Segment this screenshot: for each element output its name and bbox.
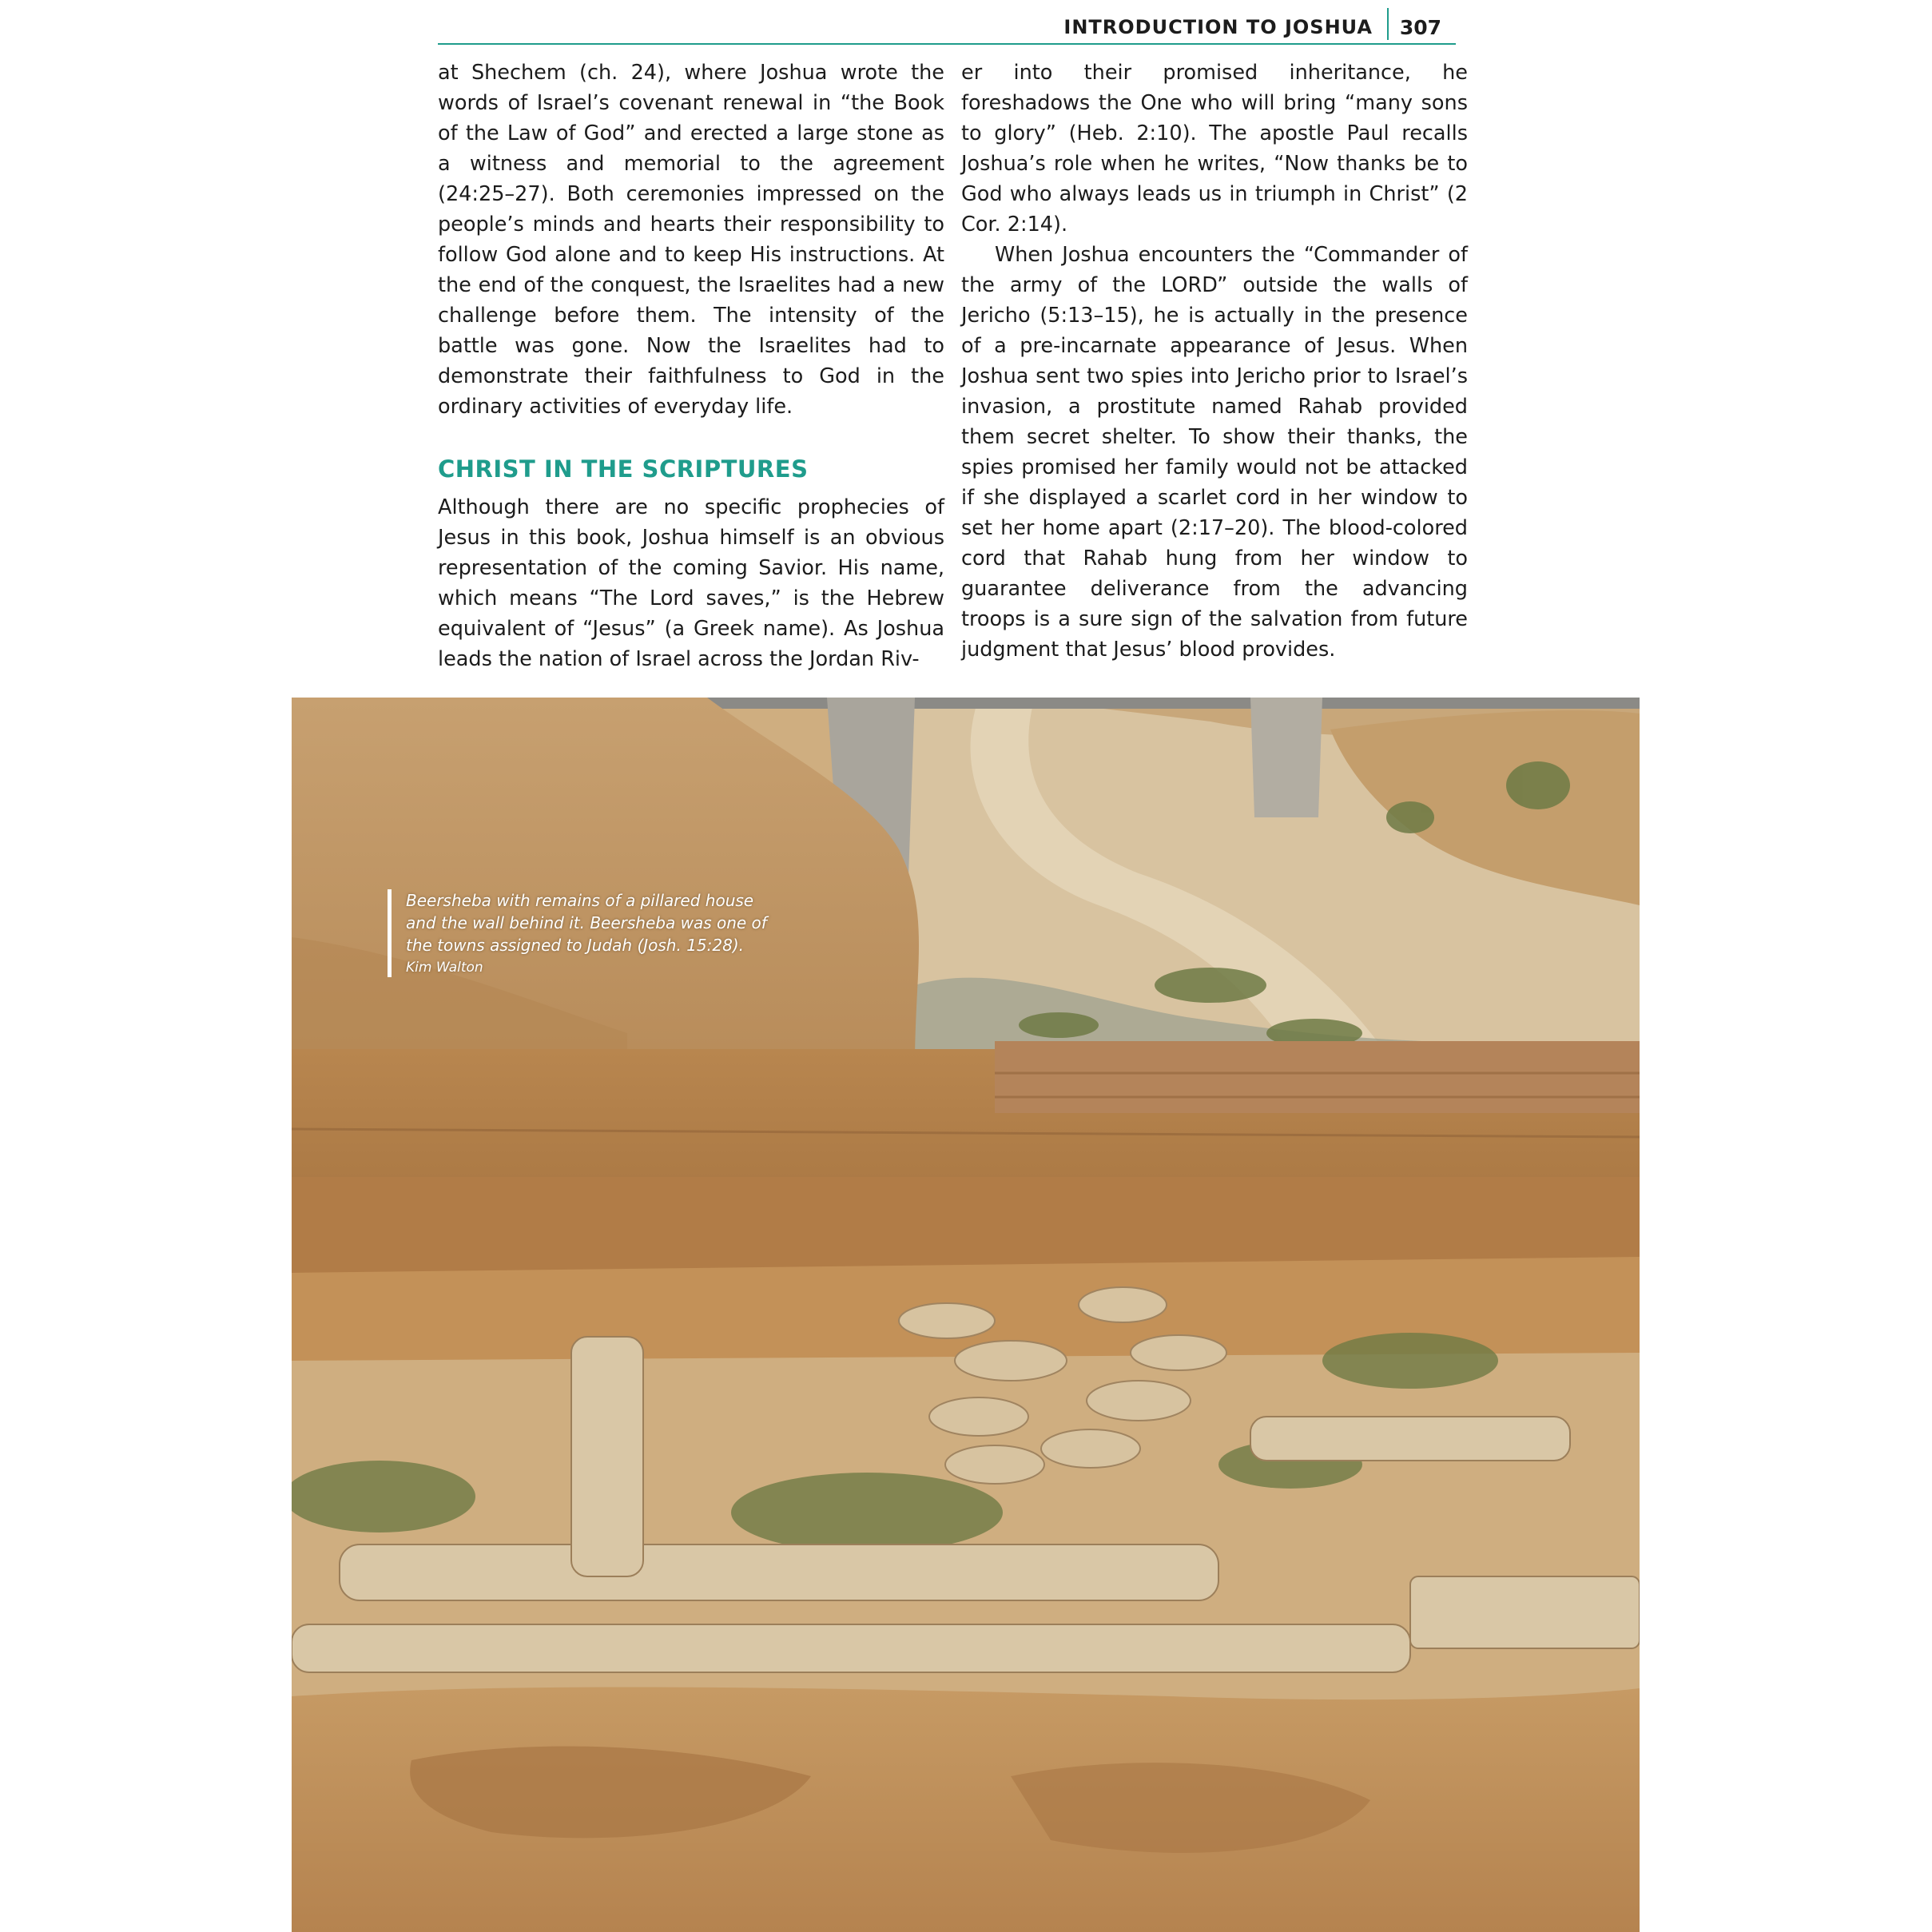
- body-paragraph: at Shechem (ch. 24), where Joshua wrote the words of Israel’s covenant renewal in “the Book of the Law of God” and erected a large stone as a witness and memorial to the agreement (24:25–27). Both ceremonies impressed on the people’s minds and hearts their responsibility to follow God alone and to keep His instructions. At the end of the conquest, the Israelites had a new challenge before them. The intensity of the battle was gone. Now the Israelites had to demonstrate their faithfulness to God in the ordinary activities of everyday life.: [438, 61, 944, 419]
- running-head-title: INTRODUCTION TO JOSHUA: [1063, 16, 1373, 38]
- body-paragraph: er into their promised inheritance, he foreshadows the One who will bring “many sons to glory” (Heb. 2:10). The apostle Paul recalls Joshua’s role when he writes, “Now thanks be to God who always leads us in triumph in Christ” (2 Cor. 2:14).: [961, 61, 1468, 237]
- page-number: 307: [1399, 16, 1441, 39]
- beersheba-photo: [292, 698, 1640, 1932]
- running-header: [438, 6, 1456, 45]
- header-divider: [1387, 8, 1389, 40]
- photo-illustration: [292, 698, 1640, 1932]
- section-heading: CHRIST IN THE SCRIPTURES: [438, 455, 809, 483]
- photo-caption: [388, 889, 773, 977]
- caption-text: Beersheba with remains of a pillared house and the wall behind it. Beersheba was one of the towns assigned to Judah (Josh. 15:28).: [406, 891, 767, 955]
- photo-credit: Kim Walton: [406, 960, 483, 976]
- right-text-column: [961, 58, 1468, 665]
- body-paragraph: Although there are no specific prophecies of Jesus in this book, Joshua himself is an obvious representation of the coming Savior. His name, which means “The Lord saves,” is the Hebrew equivalent of “Jesus” (a Greek name). As Joshua leads the nation of Israel across the Jordan Riv-: [438, 495, 944, 671]
- left-text-column: [438, 58, 944, 674]
- body-paragraph: When Joshua encounters the “Commander of the army of the LORD” outside the walls of Jericho (5:13–15), he is actually in the presence of a pre-incarnate appearance of Jesus. When Joshua sent two spies into Jericho prior to Israel’s invasion, a prostitute named Rahab provided them secret shelter. To show their thanks, the spies promised her family would not be attacked if she displayed a scarlet cord in her window to set her home apart (2:17–20). The blood-colored cord that Rahab hung from her window to guarantee deliverance from the advancing troops is a sure sign of the salvation from future judgment that Jesus’ blood provides.: [961, 243, 1468, 662]
